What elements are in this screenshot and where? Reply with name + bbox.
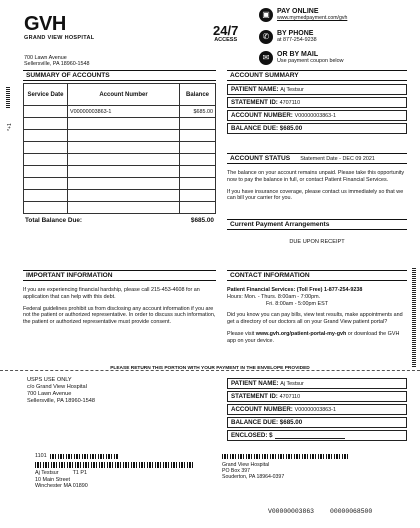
table-row	[24, 154, 216, 166]
access-subtitle: ACCESS	[214, 37, 238, 43]
remit-barcode	[222, 454, 350, 459]
left-ruler-mark	[6, 87, 10, 109]
by-mail: ✉ OR BY MAIL Use payment coupon below	[259, 51, 344, 65]
postal-barcode	[35, 462, 195, 468]
recipient-code: 1101	[35, 453, 47, 459]
table-row	[24, 202, 216, 214]
logo-mark: GVH	[24, 13, 66, 35]
balance-due-row: BALANCE DUE: $685.00	[227, 123, 407, 134]
enclosed-row: ENCLOSED: $	[227, 430, 407, 441]
statement-id-row: STATEMENT ID: 4707110	[227, 97, 407, 108]
payment-arrangements	[227, 219, 407, 245]
summary-title: SUMMARY OF ACCOUNTS	[23, 70, 216, 81]
status-paragraph-1: The balance on your account remains unpaid. Please take this opportunity now to pay the balance in full, or contact Patient Financial Services.	[227, 170, 405, 183]
table-row	[24, 118, 216, 130]
hours-line-1: Hours: Mon. - Thurs. 8:00am - 7:00pm.	[227, 293, 321, 300]
important-paragraph-1: If you are experiencing financial hardship, please call 215-453-4608 for an application that can help with this debt.	[23, 287, 200, 300]
pay-online-link[interactable]: www.mymedpayment.com/gvh	[277, 15, 348, 21]
enclosed-amount-field[interactable]	[275, 432, 345, 439]
summary-table	[23, 83, 216, 214]
account-summary	[227, 70, 407, 136]
coupon-account-row: ACCOUNT NUMBER: V00000003863-1	[227, 404, 407, 415]
logo-name: GRAND VIEW HOSPITAL	[24, 35, 95, 41]
usps-title: USPS USE ONLY	[27, 377, 72, 383]
account-summary-title: ACCOUNT SUMMARY	[227, 70, 407, 81]
table-row: V00000003863-1 $685.00	[24, 106, 216, 118]
statement-date: Statement Date - DEC 09 2021	[300, 156, 375, 162]
right-ruler-mark	[412, 268, 416, 368]
usps-block: USPS USE ONLY c/o Grand View Hospital 700 Lawn Avenue Sellersville, PA 18960-1548	[27, 377, 95, 404]
total-balance-value: $685.00	[190, 217, 214, 224]
total-balance-label: Total Balance Due:	[25, 217, 83, 224]
important-info	[23, 270, 216, 326]
account-status	[227, 153, 407, 202]
phone-icon: ✆	[259, 30, 273, 44]
scanline-account: V00000003863	[268, 508, 315, 515]
portal-link[interactable]: www.gvh.org/patient-portal-my-gvh	[255, 330, 347, 337]
payment-coupon	[227, 378, 407, 443]
summary-section	[23, 70, 216, 224]
side-mark: *+1	[6, 123, 13, 131]
scanline-amount: 00000068500	[330, 508, 373, 515]
important-title: IMPORTANT INFORMATION	[23, 270, 216, 281]
computer-icon: ▣	[259, 8, 273, 22]
contact-title: CONTACT INFORMATION	[227, 270, 407, 281]
remit-block: Grand View Hospital PO Box 397 Souderton, PA 18964-0397	[222, 454, 350, 481]
tear-notice: PLEASE RETURN THIS PORTION WITH YOUR PAYMENT IN THE ENVELOPE PROVIDED	[110, 366, 310, 371]
scanline	[268, 508, 372, 515]
pfs-line: Patient Financial Services: (Toll Free) 1-877-254-9238	[227, 287, 363, 293]
recipient-name: Aj Testsur	[35, 469, 59, 476]
coupon-statement-row: STATEMENT ID: 4707110	[227, 391, 407, 402]
hospital-address: 700 Lawn Avenue Sellersville, PA 18960-1548	[24, 55, 90, 68]
envelope-icon: ✉	[259, 51, 273, 65]
col-service-date: Service Date	[24, 84, 68, 106]
table-row	[24, 190, 216, 202]
payment-arrangements-value: DUE UPON RECEIPT	[289, 239, 345, 245]
table-row	[24, 130, 216, 142]
contact-info	[227, 270, 407, 344]
table-row	[24, 142, 216, 154]
hours-line-2: Fri. 8:00am - 5:00pm EST	[266, 300, 329, 307]
summary-header-row	[24, 84, 216, 106]
account-number-row: ACCOUNT NUMBER: V00000003863-1	[227, 110, 407, 121]
visit-paragraph: Please visit www.gvh.org/patient-portal-my-gvh or download the GVH app on your device.	[227, 330, 400, 344]
status-paragraph-2: If you have insurance coverage, please contact us immediately so that we can bill your carrier for you.	[227, 188, 404, 202]
important-paragraph-2: Federal guidelines prohibit us from disclosing any account information if you are not the patient or authorized representative. In order to discuss such information, the patient or authorized representative must provide consent.	[23, 305, 216, 325]
col-account-number: Account Number	[68, 84, 180, 106]
access-title: 24/7	[213, 23, 239, 38]
account-status-title: ACCOUNT STATUS	[230, 155, 291, 162]
coupon-patient-row: PATIENT NAME: Aj Testsur	[227, 378, 407, 389]
portal-paragraph: Did you know you can pay bills, view test results, make appointments and get a directory of our doctors all on your Grand View patient portal?	[227, 312, 403, 325]
table-row	[24, 178, 216, 190]
table-row	[24, 166, 216, 178]
recipient-block: 1101 Aj Testsur T1 P1 10 Main Street Winchester MA 01890	[35, 453, 195, 490]
access-block	[213, 24, 238, 43]
col-balance: Balance	[180, 84, 216, 106]
payment-arrangements-title: Current Payment Arrangements	[227, 219, 407, 230]
by-phone: ✆ BY PHONE at 877-254-9238	[259, 30, 317, 44]
total-balance-row	[23, 217, 216, 224]
coupon-balance-row: BALANCE DUE: $685.00	[227, 417, 407, 428]
pay-online: ▣ PAY ONLINE www.mymedpayment.com/gvh	[259, 8, 347, 22]
recipient-barcode	[50, 454, 118, 459]
logo	[24, 14, 94, 41]
patient-name-row: PATIENT NAME: Aj Testsur	[227, 84, 407, 95]
recipient-tag: T1 P1	[72, 469, 87, 476]
